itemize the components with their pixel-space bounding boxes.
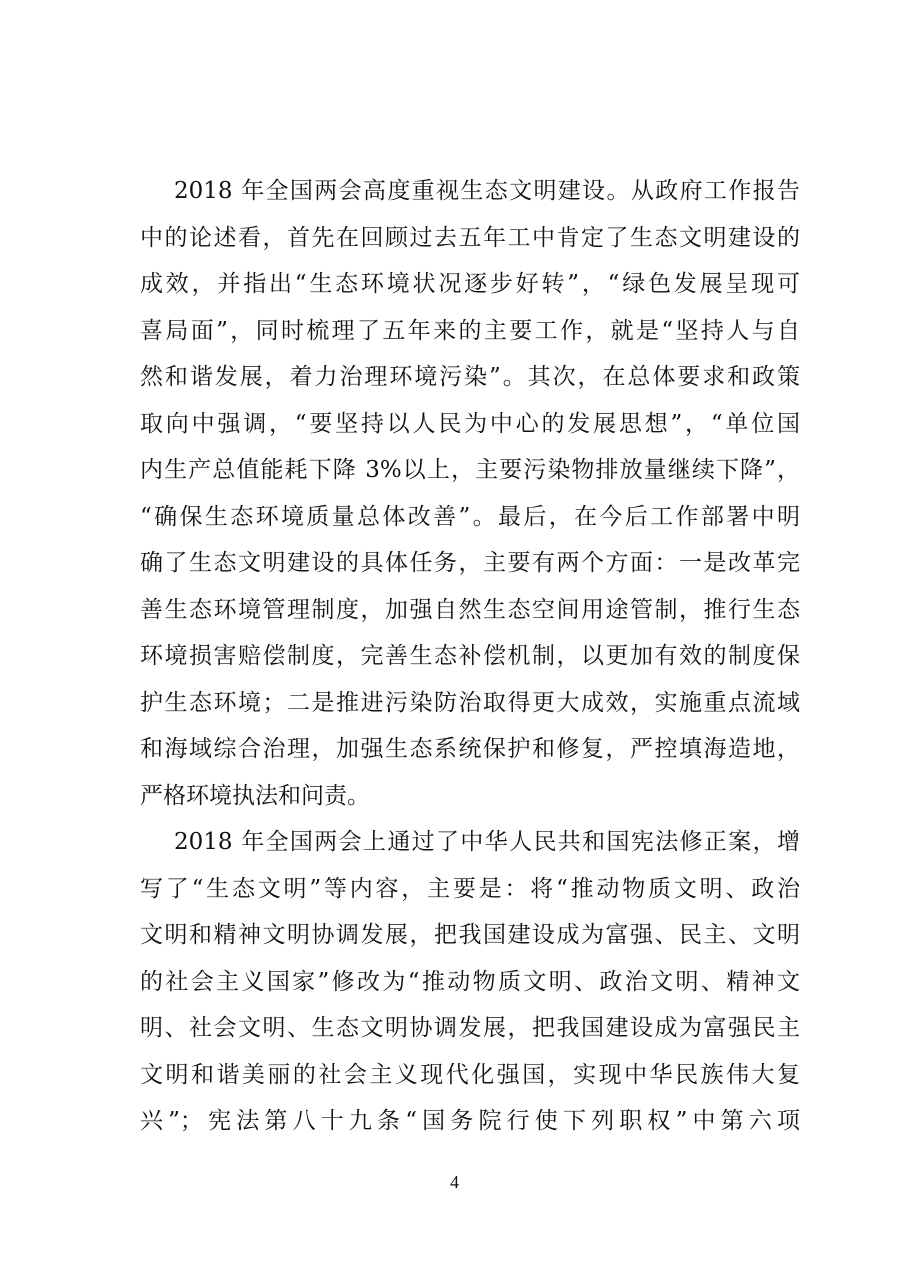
text-line: 写了“生态文明”等内容，主要是：将“推动物质文明、政治: [140, 875, 800, 902]
text-line: 成效，并指出“生态环境状况逐步好转”，“绿色发展呈现可: [140, 271, 800, 297]
text-line: 和海域综合治理，加强生态系统保护和修复，严控填海造地，: [140, 736, 800, 762]
text-line: 善生态环境管理制度，加强自然生态空间用途管制，推行生态: [140, 596, 800, 623]
text-line: “确保生态环境质量总体改善”。最后，在今后工作部署中明: [140, 503, 800, 530]
text-line: 2018 年全国两会上通过了中华人民共和国宪法修正案，增: [174, 829, 800, 855]
text-line: 文明和精神文明协调发展，把我国建设成为富强、民主、文明: [140, 922, 800, 948]
paragraph-1: [140, 168, 800, 819]
text-line: 喜局面”，同时梳理了五年来的主要工作，就是“坚持人与自: [140, 317, 800, 344]
text-line: 兴”；宪法第八十九条“国务院行使下列职权”中第六项: [140, 1108, 800, 1134]
text-line: 2018 年全国两会高度重视生态文明建设。从政府工作报告: [174, 178, 800, 204]
body-text: [140, 168, 800, 1145]
text-line: 严格环境执法和问责。: [140, 782, 370, 809]
text-line: 环境损害赔偿制度，完善生态补偿机制，以更加有效的制度保: [140, 643, 800, 669]
text-line: 的社会主义国家”修改为“推动物质文明、政治文明、精神文: [140, 968, 800, 995]
text-line: 取向中强调，“要坚持以人民为中心的发展思想”，“单位国: [140, 410, 800, 437]
text-line: 护生态环境；二是推进污染防治取得更大成效，实施重点流域: [140, 689, 800, 716]
text-line: 确了生态文明建设的具体任务，主要有两个方面：一是改革完: [140, 550, 800, 576]
text-line: 文明和谐美丽的社会主义现代化强国，实现中华民族伟大复: [140, 1061, 800, 1088]
text-line: 明、社会文明、生态文明协调发展，把我国建设成为富强民主: [140, 1015, 800, 1041]
text-line: 中的论述看，首先在回顾过去五年工中肯定了生态文明建设的: [140, 224, 800, 251]
text-line: 内生产总值能耗下降 3%以上，主要污染物排放量继续下降”，: [140, 457, 800, 483]
paragraph-2: [140, 819, 800, 1145]
page-number: 4: [450, 1172, 459, 1192]
text-line: 然和谐发展，着力治理环境污染”。其次，在总体要求和政策: [140, 364, 800, 390]
